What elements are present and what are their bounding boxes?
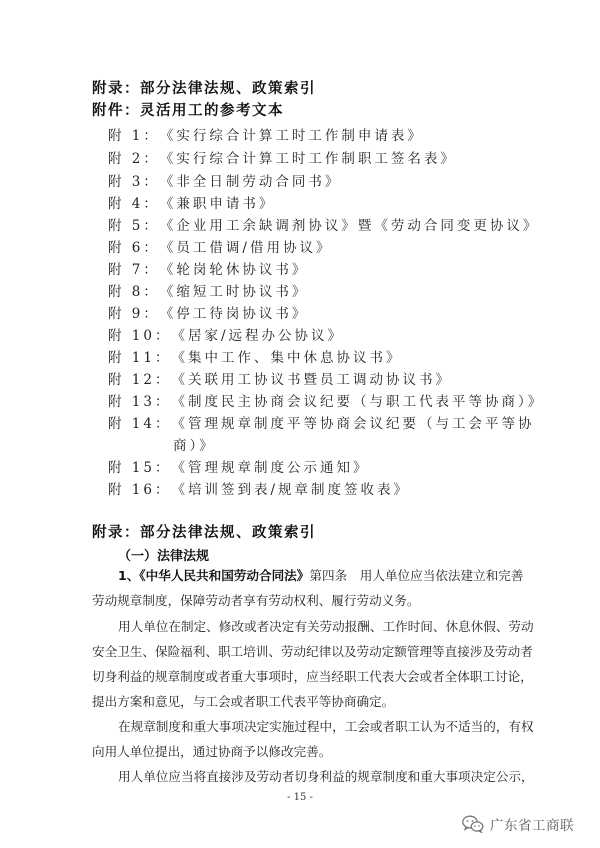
index-heading: 附录：部分法律法规、政策索引 — [92, 81, 316, 97]
attachment-number: 附 13： — [108, 394, 172, 410]
section-heading: 附录：部分法律法规、政策索引 — [92, 525, 316, 541]
attachment-title: 《居家/远程办公协议》 — [171, 328, 345, 344]
attachment-item — [108, 302, 308, 322]
attachment-number: 附 10： — [108, 328, 172, 344]
paragraph-line: 向用人单位提出，通过协商予以修改完善。 — [92, 744, 332, 759]
attachment-number: 附 12： — [108, 372, 172, 388]
watermark-text: 广东省工商联 — [490, 818, 574, 834]
attachment-item — [108, 258, 308, 278]
attachment-item — [108, 478, 410, 498]
paragraph-line: 用人单位应当将直接涉及劳动者切身利益的规章制度和重大事项决定公示， — [118, 769, 534, 784]
paragraph-line: 劳动规章制度，保障劳动者享有劳动权利、履行劳动义务。 — [92, 593, 420, 608]
attachment-item — [108, 390, 544, 410]
attachment-title: 《停工待岗协议书》 — [159, 306, 309, 322]
attachment-title: 《集中工作、集中休息协议书》 — [171, 350, 403, 366]
attachment-title: 《管理规章制度平等协商会议纪要（与工会平等协 — [171, 416, 535, 432]
attachment-title-continuation: 商）》 — [173, 438, 216, 454]
attachment-number: 附 7： — [108, 262, 160, 278]
attachment-title: 《缩短工时协议书》 — [159, 284, 309, 300]
attachment-item — [108, 236, 332, 256]
attachment-number: 附 16： — [108, 482, 172, 498]
subsection-heading: （一）法律法规 — [118, 549, 210, 564]
attachment-title: 《制度民主协商会议纪要（与职工代表平等协商）》 — [171, 394, 545, 410]
paragraph-line: 用人单位在制定、修改或者决定有关劳动报酬、工作时间、休息休假、劳动 — [118, 619, 534, 634]
page-number: - 15 - — [287, 792, 313, 803]
attachment-item — [108, 280, 308, 300]
wechat-icon — [462, 815, 484, 833]
attachment-item — [108, 346, 402, 366]
attachment-number: 附 2： — [108, 151, 160, 167]
attachment-title: 《实行综合计算工时工作制职工签名表》 — [159, 151, 457, 167]
paragraph-line: 在规章制度和重大事项决定实施过程中，工会或者职工认为不适当的，有权 — [118, 719, 534, 734]
law-paragraph-1 — [92, 563, 524, 613]
attachment-number: 附 15： — [108, 460, 172, 476]
attachment-title: 《关联用工协议书暨员工调动协议书》 — [171, 372, 452, 388]
attachment-item — [108, 368, 452, 388]
attachment-title: 《管理规章制度公示通知》 — [171, 460, 370, 476]
watermark — [462, 814, 574, 834]
attachment-item — [108, 147, 457, 167]
attachment-number: 附 14： — [108, 416, 172, 432]
law-paragraph-3 — [92, 714, 534, 764]
attachment-title: 《非全日制劳动合同书》 — [159, 174, 342, 190]
attachment-number: 附 3： — [108, 174, 160, 190]
attachment-item — [108, 170, 341, 190]
attachment-number: 附 11： — [108, 350, 172, 366]
attachment-item — [108, 324, 344, 344]
paragraph-line: 提出方案和意见，与工会或者职工代表平等协商确定。 — [92, 694, 395, 709]
attachment-title: 《实行综合计算工时工作制申请表》 — [159, 128, 424, 144]
law-paragraph-4 — [92, 764, 534, 789]
attachment-title: 《轮岗轮休协议书》 — [159, 262, 309, 278]
attachment-item — [108, 412, 534, 432]
attachment-item — [108, 214, 539, 234]
attachment-title: 《兼职申请书》 — [159, 196, 276, 212]
attachment-item — [108, 456, 369, 476]
attachment-number: 附 9： — [108, 306, 160, 322]
law-paragraph-2 — [92, 614, 534, 714]
attachment-title: 《培训签到表/规章制度签收表》 — [171, 482, 411, 498]
attachment-title: 《企业用工余缺调剂协议》暨《劳动合同变更协议》 — [159, 218, 540, 234]
paragraph-line — [92, 563, 524, 588]
attachment-item — [108, 124, 424, 144]
attachment-item — [108, 192, 275, 212]
attachment-number: 附 4： — [108, 196, 160, 212]
attachment-title: 《员工借调/借用协议》 — [159, 240, 333, 256]
attachment-number: 附 5： — [108, 218, 160, 234]
attachment-heading: 附件：灵活用工的参考文本 — [92, 103, 284, 119]
law-article-text: 第四条 用人单位应当依法建立和完善 — [309, 568, 524, 583]
paragraph-line: 安全卫生、保险福利、职工培训、劳动纪律以及劳动定额管理等直接涉及劳动者 — [92, 644, 533, 659]
attachment-number: 附 8： — [108, 284, 160, 300]
attachment-number: 附 1： — [108, 128, 160, 144]
attachment-number: 附 6： — [108, 240, 160, 256]
paragraph-line: 切身利益的规章制度或者重大事项时，应当经职工代表大会或者全体职工讨论， — [92, 669, 533, 684]
law-title: 1、《中华人民共和国劳动合同法》 — [118, 568, 310, 583]
